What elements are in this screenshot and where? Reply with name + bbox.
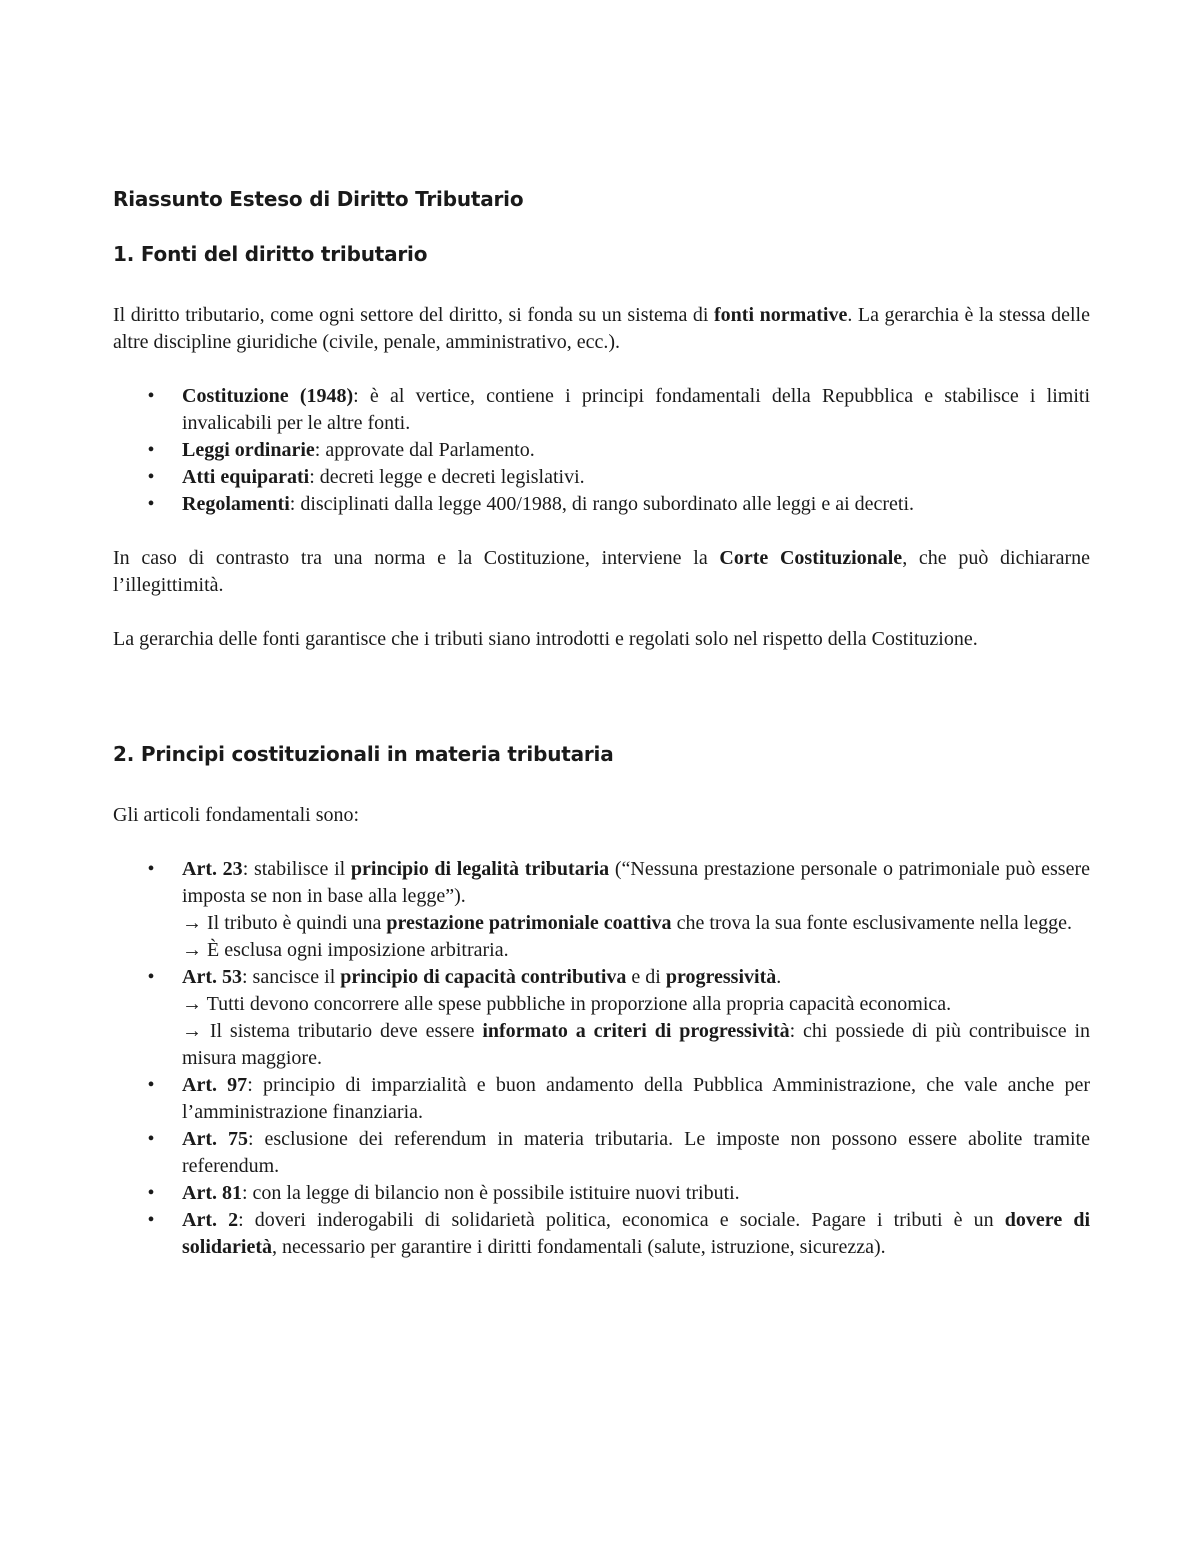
article-53-item [113,964,1090,1072]
paragraph-bold: Corte Costituzionale [719,547,903,569]
paragraph-text-end: , che può dichiararne l’illegittimità. [113,547,1090,596]
bullet-icon: • [147,1182,155,1204]
sources-list [113,383,1090,518]
list-item [113,437,1090,464]
article-label: Art. 2 [182,1209,239,1231]
item-text: : decreti legge e decreti legislativi. [309,466,585,488]
article-53-line-1 [182,964,1090,991]
article-bold: prestazione patrimoniale coattiva [386,912,672,934]
intro-text-end: . La gerarchia è la stessa delle altre discipline giuridiche (civile, penale, amministrativo, ecc.). [113,304,1090,353]
article-text: , necessario per garantire i diritti fondamentali (salute, istruzione, sicurezza). [272,1236,886,1258]
articles-list [113,856,1090,1261]
article-75-item [113,1126,1090,1180]
article-text: : doveri inderogabili di solidarietà politica, economica e sociale. Pagare i tributi è un [238,1209,1005,1231]
article-23-line-1 [182,856,1090,910]
intro-bold: fonti normative [714,304,848,326]
document-body [113,186,1090,1288]
article-bold: principio di legalità tributaria [350,858,610,880]
list-item [113,383,1090,437]
list-item [113,491,1090,518]
article-23-line-2 [182,910,1090,937]
bullet-icon: • [147,1128,155,1150]
item-text: : disciplinati dalla legge 400/1988, di rango subordinato alle leggi e ai decreti. [289,493,915,515]
bullet-icon: • [147,858,155,880]
article-text: : con la legge di bilancio non è possibile istituire nuovi tributi. [241,1182,740,1204]
section-1-paragraph-3: La gerarchia delle fonti garantisce che i tributi siano introdotti e regolati solo nel rispetto della Costituzione. [113,628,978,650]
bullet-icon: • [147,466,155,488]
article-bold: dovere di solidarietà [182,1209,1090,1258]
article-text: → Il sistema tributario deve essere [182,1020,483,1042]
item-text: : è al vertice, contiene i principi fondamentali della Repubblica e stabilisce i limiti invalicabili per le altre fonti. [182,385,1090,434]
section-2-intro: Gli articoli fondamentali sono: [113,804,360,826]
article-text: . [776,966,782,988]
article-text: : stabilisce il [242,858,351,880]
article-text: (“Nessuna prestazione personale o patrimoniale può essere imposta se non in base alla legge”). [182,858,1090,907]
bullet-icon: • [147,1209,155,1231]
article-bold: progressività [665,966,777,988]
intro-text: Il diritto tributario, come ogni settore del diritto, si fonda su un sistema di [113,304,715,326]
article-text: che trova la sua fonte esclusivamente nella legge. [671,912,1072,934]
bullet-icon: • [147,1074,155,1096]
article-label: Art. 75 [182,1128,248,1150]
article-23-item [113,856,1090,964]
section-1-intro [113,302,1090,356]
article-text: e di [626,966,666,988]
bullet-icon: • [147,439,155,461]
article-bold: principio di capacità contributiva [340,966,627,988]
article-text: : sancisce il [241,966,341,988]
article-label: Art. 53 [182,966,242,988]
article-2-item [113,1207,1090,1261]
article-81-item [113,1180,1090,1207]
article-23-line-3: → È esclusa ogni imposizione arbitraria. [182,939,509,961]
bullet-icon: • [147,385,155,407]
bullet-icon: • [147,493,155,515]
document-title: Riassunto Esteso di Diritto Tributario [113,187,524,211]
article-97-item [113,1072,1090,1126]
article-53-line-3 [182,1018,1090,1072]
bullet-icon: • [147,966,155,988]
article-bold: informato a criteri di progressività [482,1020,790,1042]
article-label: Art. 23 [182,858,243,880]
article-text: : chi possiede di più contribuisce in misura maggiore. [182,1020,1091,1069]
article-text: : principio di imparzialità e buon andamento della Pubblica Amministrazione, che vale anche per l’amministrazione finanziaria. [182,1074,1091,1123]
article-text: → Il tributo è quindi una [182,912,387,934]
item-label: Leggi ordinarie [182,439,315,461]
item-label: Regolamenti [182,493,290,515]
article-label: Art. 81 [182,1182,242,1204]
item-label: Atti equiparati [182,466,310,488]
article-label: Art. 97 [182,1074,248,1096]
section-2-heading: 2. Principi costituzionali in materia tributaria [113,742,614,766]
item-text: : approvate dal Parlamento. [314,439,535,461]
item-label: Costituzione (1948) [182,385,354,407]
paragraph-text: In caso di contrasto tra una norma e la Costituzione, interviene la [113,547,720,569]
article-text: : esclusione dei referendum in materia tributaria. Le imposte non possono essere abolite tramite referendum. [182,1128,1090,1177]
section-1-heading: 1. Fonti del diritto tributario [113,242,428,266]
section-1-paragraph-2 [113,545,1090,599]
list-item [113,464,1090,491]
article-53-line-2: → Tutti devono concorrere alle spese pubbliche in proporzione alla propria capacità economica. [182,993,952,1015]
